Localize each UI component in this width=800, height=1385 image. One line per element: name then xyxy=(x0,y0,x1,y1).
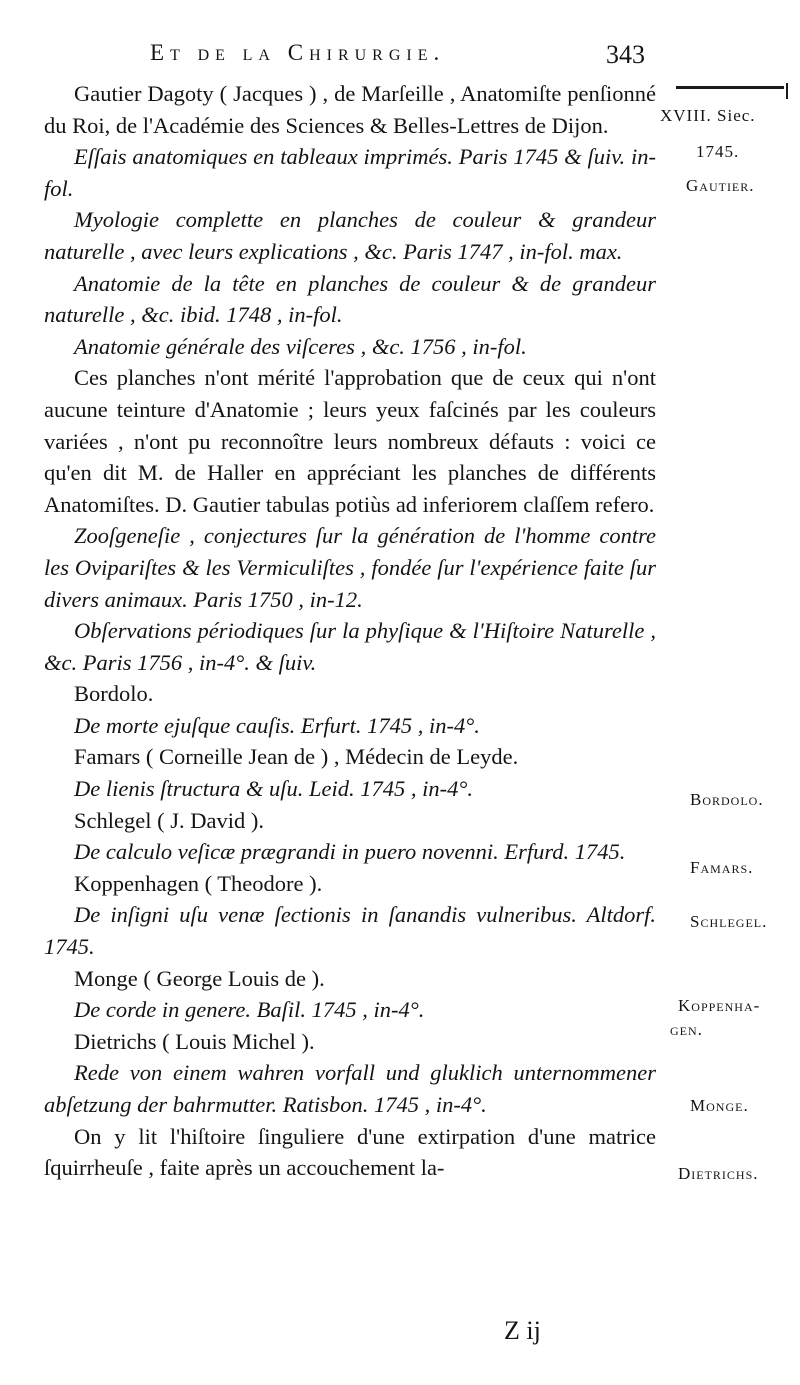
margin-century: XVIII. Siec. xyxy=(660,106,756,125)
entry-de-corde: De corde in genere. Baſil. 1745 , in-4°. xyxy=(74,997,425,1023)
margin-note-koppenhagen-cont: gen. xyxy=(670,1020,703,1039)
entry-koppenhagen: Koppenhagen ( Theodore ). xyxy=(74,870,323,896)
entry-famars: Famars ( Corneille Jean de ) , Médecin de Leyde. xyxy=(74,744,519,770)
entry-extirpation: On y lit l'hiſtoire ſinguliere d'une extirpation d'une matrice ſquirrheuſe , faite après un accouchement la- xyxy=(44,1123,656,1181)
entry-zoosgenesie: Zooſgeneſie , conjectures ſur la génération de l'homme contre les Ovipariſtes & les Vermiculiſtes , fondée ſur l'expérience faite ſur divers animaux. Paris 1750 , in-12. xyxy=(44,523,656,612)
margin-note-koppenhagen: Koppenha- xyxy=(678,996,761,1015)
entry-anatomie-tete: Anatomie de la tête en planches de couleur & de grandeur naturelle , &c. ibid. 1748 , in-fol. xyxy=(44,270,656,328)
signature-mark: Z ij xyxy=(504,1316,541,1345)
entry-gautier: Gautier Dagoty ( Jacques ) , de Marſeille , Anatomiſte penſionné du Roi, de l'Académie des Sciences & Belles-Lettres de Dijon. xyxy=(44,81,656,138)
entry-bordolo: Bordolo. xyxy=(74,681,154,707)
entry-anatomie-generale: Anatomie générale des viſceres , &c. 1756 , in-fol. xyxy=(74,333,527,359)
entry-rede: Rede von einem wahren vorfall und gluklich unternommener abſetzung der bahrmutter. Ratisbon. 1745 , in-4°. xyxy=(44,1060,656,1117)
margin-year: 1745. xyxy=(696,142,740,161)
entry-de-morte: De morte ejuſque cauſis. Erfurt. 1745 , in-4°. xyxy=(74,712,480,738)
entry-schlegel: Schlegel ( J. David ). xyxy=(74,807,264,833)
margin-note-bordolo: Bordolo. xyxy=(690,790,764,809)
entry-monge: Monge ( George Louis de ). xyxy=(74,965,325,991)
margin-rule xyxy=(676,86,784,89)
margin-note-famars: Famars. xyxy=(690,858,754,877)
body-text xyxy=(44,78,656,1184)
entry-commentary: Ces planches n'ont mérité l'approbation que de ceux qui n'ont aucune teinture d'Anatomie ; leurs yeux faſcinés par les couleurs variées , n'ont pu reconnoître leurs nombreux défauts : voici ce qu'en dit M. de Haller en appréciant les planches de différents Anatomiſtes. D. Gautier tabulas potiùs ad inferiorem claſſem refero. xyxy=(44,365,656,517)
page-number: 343 xyxy=(606,40,645,69)
margin-note-monge: Monge. xyxy=(690,1096,749,1115)
running-header xyxy=(0,36,800,72)
entry-myologie: Myologie complette en planches de couleur & grandeur naturelle , avec leurs explications , &c. Paris 1747 , in-fol. max. xyxy=(44,207,656,264)
margin-note-schlegel: Schlegel. xyxy=(690,912,768,931)
entry-dietrichs: Dietrichs ( Louis Michel ). xyxy=(74,1028,315,1054)
entry-de-lienis: De lienis ſtructura & uſu. Leid. 1745 , in-4°. xyxy=(74,776,473,802)
entry-de-insigni: De inſigni uſu venæ ſectionis in ſanandis vulneribus. Altdorf. 1745. xyxy=(44,902,656,960)
margin-note-dietrichs: Dietrichs. xyxy=(678,1164,759,1183)
entry-essais: Eſſais anatomiques en tableaux imprimés. Paris 1745 & ſuiv. in-fol. xyxy=(44,144,656,201)
entry-de-calculo: De calculo veſicæ prægrandi in puero novenni. Erfurd. 1745. xyxy=(74,839,626,865)
header-title: Et de la Chirurgie. xyxy=(150,40,446,65)
entry-observations: Obſervations périodiques ſur la phyſique & l'Hiſtoire Naturelle , &c. Paris 1756 , in-4°. & ſuiv. xyxy=(44,618,656,675)
margin-note-gautier: Gautier. xyxy=(686,176,755,195)
